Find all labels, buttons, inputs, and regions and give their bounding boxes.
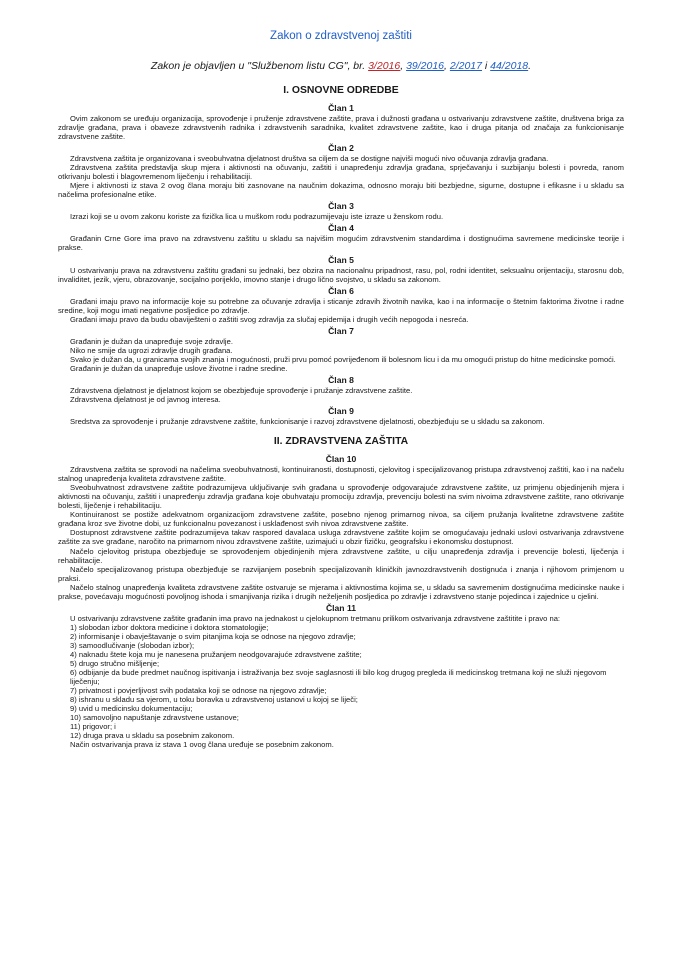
article-paragraph: Zdravstvena zaštita se sprovodi na načelima sveobuhvatnosti, kontinuiranosti, dostupnosti, cjelovitog i specijalizovanog pristupa zdravstvenoj zaštiti, kao i na načelu stalnog unapređenja kvaliteta zdravstvene zaštite.	[58, 465, 624, 484]
article-paragraph: Niko ne smije da ugrozi zdravlje drugih građana.	[70, 345, 233, 355]
article-title: Član 3	[328, 201, 354, 212]
gazette-reference-link[interactable]: 2/2017	[449, 60, 482, 72]
article-paragraph: Zdravstvena djelatnost je od javnog interesa.	[70, 394, 221, 404]
publication-prefix: Zakon je objavljen u "Službenom listu CG", br.	[150, 60, 369, 72]
article-paragraph: Mjere i aktivnosti iz stava 2 ovog člana moraju biti zasnovane na naučnim dokazima, odnosno moraju biti bezbjedne, sigurne, dostupne i efikasne i u skladu sa načelima profesionalne etike.	[58, 181, 624, 200]
reference-separator: i	[482, 60, 491, 72]
article-paragraph: Dostupnost zdravstvene zaštite podrazumijeva takav raspored davalaca usluga zdravstvene zaštite kojim se omogućavaju jednaki uslovi ostvarivanja zdravstvene zaštite za sve građane, naročito na primarnom nivou zdravstvene zaštite, uzimajući u obzir fizičku, geografsku i ekonomsku dostupnost.	[58, 528, 624, 547]
list-item: 11) prigovor; i	[70, 722, 116, 732]
list-item: 7) privatnost i povjerljivost svih podataka koji se odnose na njegovo zdravlje;	[70, 686, 327, 696]
publication-suffix: .	[528, 60, 532, 72]
article-paragraph: Izrazi koji se u ovom zakonu koriste za fizička lica u muškom rodu podrazumijevaju iste izraze u ženskom rodu.	[70, 212, 444, 222]
gazette-reference-link[interactable]: 39/2016	[406, 60, 445, 72]
list-item: 8) ishranu u skladu sa vjerom, u toku boravka u zdravstvenoj ustanovi u kojoj se liječi;	[70, 695, 358, 705]
article-paragraph: U ostvarivanju zdravstvene zaštite građanin ima pravo na jednakost u cjelokupnom tretmanu prilikom ostvarivanja zdravstvene zaštitite i pravo na:	[70, 613, 561, 623]
article-paragraph: Sredstva za sprovođenje i pružanje zdravstvene zaštite, funkcionisanje i razvoj zdravstvene djelatnosti, obezbjeđuju se u skladu sa zakonom.	[70, 417, 545, 427]
article-title: Član 2	[328, 143, 354, 154]
list-item: 9) uvid u medicinsku dokumentaciju;	[70, 704, 193, 714]
article-paragraph: Građani imaju pravo da budu obaviješteni o zaštiti svog zdravlja za slučaj epidemija i drugih većih nepogoda i nesreća.	[70, 314, 469, 324]
reference-separator: ,	[444, 60, 450, 72]
rights-list	[58, 623, 624, 741]
article-title: Član 11	[325, 602, 357, 613]
publication-note	[58, 60, 624, 72]
list-item: 5) drugo stručno mišljenje;	[70, 659, 160, 669]
article-paragraph: Načelo specijalizovanog pristupa obezbjeđuje se razvijanjem posebnih specijalizovanih kliničkih javnozdravstvenih dostignuća i znanja i njihovom primjenom u praksi.	[58, 564, 624, 583]
article-paragraph: Ovim zakonom se uređuju organizacija, sprovođenje i pruženje zdravstvene zaštite, prava i dužnosti građana u ostvarivanju zdravstvene zaštite, društvena briga za zdravlje građana, prava i obaveze zdravstvenih radnika i zdravstvenih saradnika, kvalitet zdravstvene zaštite, kao i druga pitanja od značaja za funkcionisanje zdravstvene zaštite.	[58, 114, 624, 142]
list-item: 6) odbijanje da bude predmet naučnog ispitivanja i istraživanja bez svoje saglasnosti ili bilo kog drugog pregleda ili medicinskog tretmana koji ne služi njegovom liječenju;	[70, 668, 607, 687]
article-paragraph: Načelo stalnog unapređenja kvaliteta zdravstvene zaštite ostvaruje se mjerama i aktivnostima kojima se, u skladu sa savremenim dostignućima medicinske nauke i prakse, povećavaju mogućnosti povoljnog ishoda i smanjivanja rizika i drugih neželjenih posljedica po zdravlje i zdravstveno stanje pojedinca i zajednice u cjelini.	[58, 582, 624, 601]
article-paragraph: Svako je dužan da, u granicama svojih znanja i mogućnosti, pruži prvu pomoć povrijeđenom ili bolesnom licu i da mu omogući pristup do hitne medicinske pomoći.	[70, 354, 616, 364]
article-paragraph: Građanin je dužan da unapređuje svoje zdravlje.	[70, 336, 233, 346]
article-paragraph: Zdravstvena zaštita predstavlja skup mjera i aktivnosti na očuvanju, zaštiti i unapređenju zdravlja građana, sprječavanju i suzbijanju bolesti i povreda, ranom otkrivanju bolesti i blagovremenom liječenju i rehabilitaciji.	[58, 163, 624, 182]
section-heading: II. ZDRAVSTVENA ZAŠTITA	[273, 436, 409, 448]
gazette-reference-link[interactable]: 3/2016	[368, 60, 401, 72]
article-paragraph: Zdravstvena zaštita je organizovana i sveobuhvatna djelatnost društva sa ciljem da se dostigne najviši mogući nivo očuvanja zdravlja građana.	[70, 154, 549, 164]
article-title: Član 1	[328, 103, 354, 113]
article-title: Član 4	[328, 223, 354, 234]
list-item: 4) naknadu štete koja mu je nanesena pružanjem neodgovarajuće zdravstvene zaštite;	[70, 649, 362, 659]
reference-separator: ,	[400, 60, 407, 72]
document-body	[58, 84, 624, 749]
article-title: Član 9	[328, 406, 354, 417]
list-item: 1) slobodan izbor doktora medicine i doktora stomatologije;	[70, 622, 269, 632]
article-paragraph: Građanin je dužan da unapređuje uslove životne i radne sredine.	[70, 363, 288, 373]
article-title: Član 6	[328, 285, 354, 296]
article-paragraph: U ostvarivanju prava na zdravstvenu zaštitu građani su jednaki, bez obzira na nacionalnu pripadnost, rasu, pol, rodni identitet, seksualnu orijentaciju, starosnu dob, invaliditet, jezik, vjeru, obrazovanje, socijalno porijeklo, imovno stanje i drugo lično svojstvo, u skladu sa zakonom.	[58, 265, 624, 284]
article-paragraph: Način ostvarivanja prava iz stava 1 ovog člana uređuje se posebnim zakonom.	[70, 740, 334, 750]
gazette-reference-link[interactable]: 44/2018	[490, 60, 529, 72]
article-paragraph: Građani imaju pravo na informacije koje su potrebne za očuvanje zdravlja i sticanje zdravih životnih navika, kao i na informacije o štetnim faktorima životne i radne sredine, koji mogu imati negativne posljedice po zdravlje.	[58, 296, 624, 315]
article-title: Član 5	[328, 254, 354, 265]
article-paragraph: Sveobuhvatnost zdravstvene zaštite podrazumijeva uključivanje svih građana u sprovođenje odgovarajuće zdravstvene zaštite, uz primjenu objedinjenih mjera i aktivnosti na očuvanju, zaštiti i unapređenju zdravlja građana koje obuhvataju promociju zdravlja, prevenciju bolesti na svim nivoima zdravstvene zaštite, rano otkrivanje bolesti, liječenje i rehabilitaciju.	[58, 483, 624, 511]
list-item: 12) druga prava u skladu sa posebnim zakonom.	[70, 731, 235, 741]
list-item: 3) samoodlučivanje (slobodan izbor);	[70, 640, 195, 650]
article-title: Član 10	[325, 454, 357, 465]
article-paragraph: Građanin Crne Gore ima pravo na zdravstvenu zaštitu u skladu sa najvišim mogućim zdravstvenim standardima i dostignućima savremene medicinske teorije i prakse.	[58, 234, 624, 253]
article-paragraph: Zdravstvena djelatnost je djelatnost kojom se obezbjeđuje sprovođenje i pružanje zdravstvene zaštite.	[70, 385, 413, 395]
article-title: Član 7	[328, 325, 354, 336]
article-title: Član 8	[328, 374, 354, 385]
article-paragraph: Načelo cjelovitog pristupa obezbjeđuje se sprovođenjem objedinjenih mjera zdravstvene zaštite, u cilju unapređenja zdravlja i prevencije bolesti, liječenja i rehabilitacije.	[58, 546, 624, 565]
document-title: Zakon o zdravstvenoj zaštiti	[270, 30, 412, 42]
gazette-references	[368, 60, 528, 72]
section-heading: I. OSNOVNE ODREDBE	[283, 85, 399, 96]
article-paragraph: Kontinuiranost se postiže adekvatnom organizacijom zdravstvene zaštite, posebno njenog primarnog nivoa, sa ciljem pružanja kvalitetne zdravstvene zaštite građana kroz sve životne dobi, uz funkcionalnu povezanost i usklađenost svih nivoa zdravstvene zaštite.	[58, 510, 624, 529]
list-item: 10) samovoljno napuštanje zdravstvene ustanove;	[70, 713, 239, 723]
list-item: 2) informisanje i obavještavanje o svim pitanjima koja se odnose na njegovo zdravlje;	[70, 631, 356, 641]
